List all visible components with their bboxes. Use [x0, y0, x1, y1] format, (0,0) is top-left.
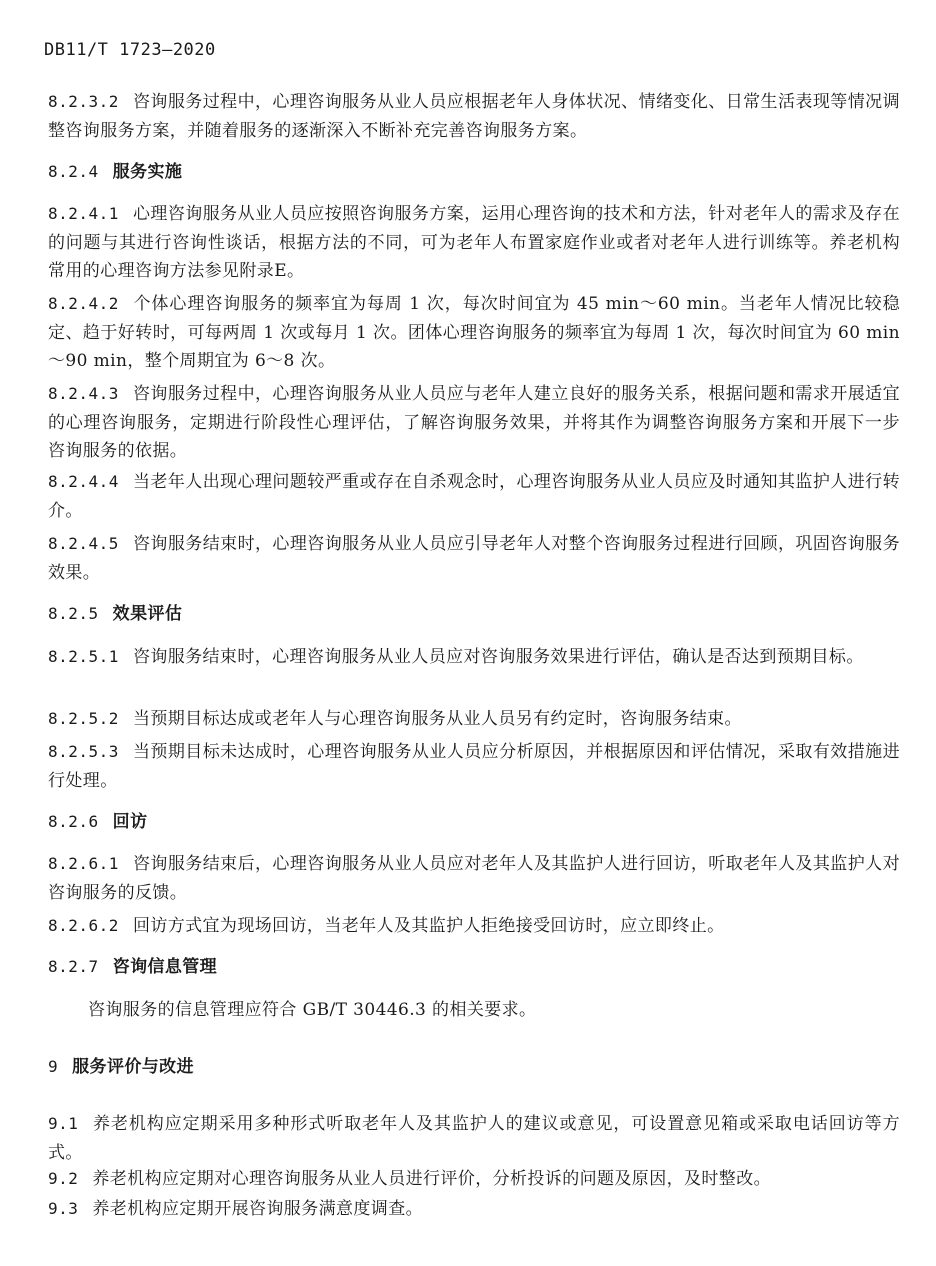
clause-number: 8.2.3.2 [48, 92, 119, 111]
heading-title: 咨询信息管理 [112, 957, 218, 977]
clause-8-2-3-2 [48, 88, 900, 145]
heading-title: 效果评估 [112, 604, 183, 624]
clause-number: 8.2.6.2 [48, 916, 119, 935]
clause-9-3 [48, 1195, 900, 1224]
heading-number: 8.2.5 [48, 604, 99, 623]
clause-9-1 [48, 1110, 900, 1167]
clause-8-2-4-1 [48, 200, 900, 286]
clause-number: 8.2.5.2 [48, 709, 119, 728]
heading-title: 服务实施 [112, 162, 183, 182]
clause-text: 咨询服务结束后，心理咨询服务从业人员应对老年人及其监护人进行回访，听取老年人及其监护人对咨询服务的反馈。 [48, 854, 900, 903]
clause-number: 8.2.4.1 [48, 204, 119, 223]
paragraph-text: 咨询服务的信息管理应符合 GB/T 30446.3 的相关要求。 [88, 1000, 537, 1020]
clause-8-2-5-3 [48, 738, 900, 795]
clause-text: 咨询服务结束时，心理咨询服务从业人员应对咨询服务效果进行评估，确认是否达到预期目标。 [132, 647, 864, 667]
clause-text: 咨询服务结束时，心理咨询服务从业人员应引导老年人对整个咨询服务过程进行回顾，巩固咨询服务效果。 [48, 534, 900, 583]
clause-number: 9.1 [48, 1114, 79, 1133]
clause-text: 咨询服务过程中，心理咨询服务从业人员应与老年人建立良好的服务关系，根据问题和需求开展适宜的心理咨询服务，定期进行阶段性心理评估，了解咨询服务效果，并将其作为调整咨询服务方案和开展下一步咨询服务的依据。 [48, 384, 900, 461]
clause-text: 心理咨询服务从业人员应按照咨询服务方案，运用心理咨询的技术和方法，针对老年人的需求及存在的问题与其进行咨询性谈话，根据方法的不同，可为老年人布置家庭作业或者对老年人进行训练等。养老机构常用的心理咨询方法参见附录E。 [48, 204, 900, 281]
clause-number: 9.3 [48, 1199, 79, 1218]
document-id-header: DB11/T 1723—2020 [44, 40, 216, 60]
clause-text: 当老年人出现心理问题较严重或存在自杀观念时，心理咨询服务从业人员应及时通知其监护人进行转介。 [48, 472, 900, 521]
clause-number: 8.2.5.1 [48, 647, 119, 666]
clause-text: 养老机构应定期开展咨询服务满意度调查。 [92, 1199, 424, 1219]
heading-8-2-6 [48, 808, 147, 836]
clause-text: 养老机构应定期对心理咨询服务从业人员进行评价，分析投诉的问题及原因，及时整改。 [92, 1169, 772, 1189]
clause-text: 当预期目标未达成时，心理咨询服务从业人员应分析原因，并根据原因和评估情况，采取有效措施进行处理。 [48, 742, 900, 791]
clause-text: 咨询服务过程中，心理咨询服务从业人员应根据老年人身体状况、情绪变化、日常生活表现等情况调整咨询服务方案，并随着服务的逐渐深入不断补充完善咨询服务方案。 [48, 92, 900, 141]
clause-8-2-4-5 [48, 530, 900, 587]
clause-8-2-6-2 [48, 912, 900, 941]
clause-number: 8.2.4.3 [48, 384, 119, 403]
clause-8-2-4-3 [48, 380, 900, 466]
heading-title: 回访 [112, 812, 148, 832]
paragraph-8-2-7 [88, 996, 900, 1024]
clause-text: 当预期目标达成或老年人与心理咨询服务从业人员另有约定时，咨询服务结束。 [132, 709, 742, 729]
clause-9-2 [48, 1165, 900, 1194]
heading-number: 9 [48, 1057, 59, 1076]
heading-title: 服务评价与改进 [72, 1057, 194, 1077]
heading-number: 8.2.4 [48, 162, 99, 181]
clause-number: 8.2.4.2 [48, 294, 119, 313]
heading-8-2-7 [48, 953, 217, 981]
clause-number: 8.2.4.4 [48, 472, 119, 491]
heading-8-2-5 [48, 600, 182, 628]
clause-8-2-4-2 [48, 290, 900, 376]
clause-number: 8.2.4.5 [48, 534, 119, 553]
clause-number: 8.2.5.3 [48, 742, 119, 761]
clause-number: 9.2 [48, 1169, 79, 1188]
heading-9 [48, 1053, 194, 1081]
clause-8-2-5-1 [48, 643, 900, 672]
clause-text: 养老机构应定期采用多种形式听取老年人及其监护人的建议或意见，可设置意见箱或采取电话回访等方式。 [48, 1114, 900, 1163]
clause-8-2-5-2 [48, 705, 900, 734]
heading-number: 8.2.7 [48, 957, 99, 976]
heading-number: 8.2.6 [48, 812, 99, 831]
heading-8-2-4 [48, 158, 182, 186]
clause-number: 8.2.6.1 [48, 854, 119, 873]
clause-8-2-6-1 [48, 850, 900, 907]
clause-8-2-4-4 [48, 468, 900, 525]
clause-text: 回访方式宜为现场回访，当老年人及其监护人拒绝接受回访时，应立即终止。 [132, 916, 725, 936]
clause-text: 个体心理咨询服务的频率宜为每周 1 次，每次时间宜为 45 min～60 min。当老年人情况比较稳定、趋于好转时，可每两周 1 次或每月 1 次。团体心理咨询服务的频率宜为每周 1 次，每次时间宜为 60 min～90 min，整个周期宜为 6～8 次。 [48, 294, 900, 371]
